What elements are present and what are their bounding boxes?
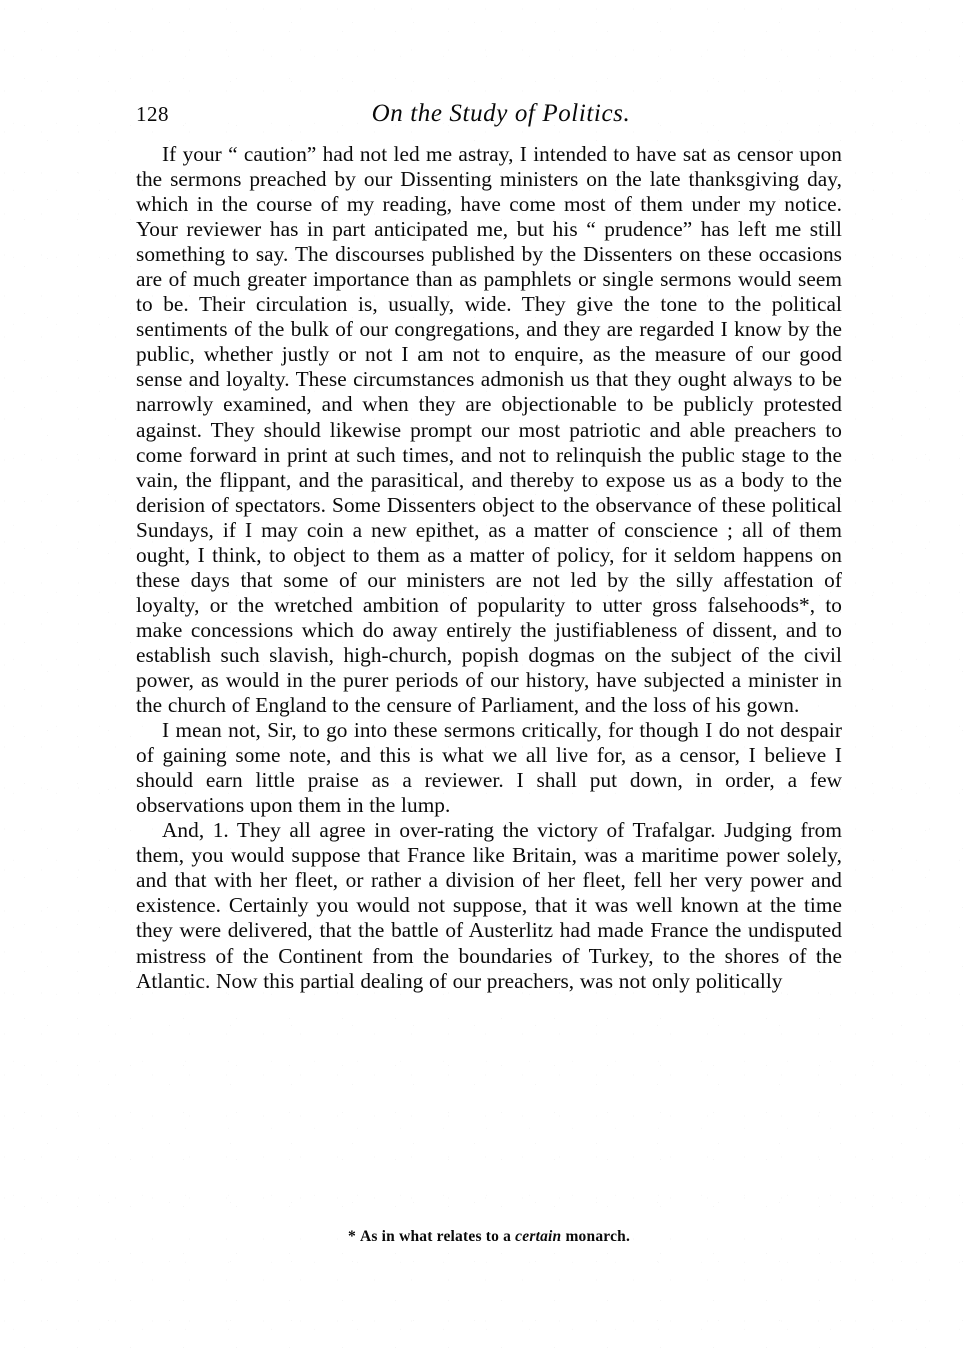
paragraph: And, 1. They all agree in over-rating the victory of Trafalgar. Judging from them, you would suppose that France like Britain, was a maritime power solely, and that with her fleet, or rather a division of her fleet, fell her very power and existence. Certainly you would not suppose, that it was well known at the time they were delivered, that the battle of Austerlitz had made France the undisputed mistress of the Continent from the boundaries of Turkey, to the shores of the Atlantic. Now this partial dealing of our preachers, was not only politically bbox=[136, 818, 842, 993]
paragraph: I mean not, Sir, to go into these sermons critically, for though I do not despair of gaining some note, and this is what we all live for, as a censor, I believe I should earn little praise as a reviewer. I shall put down, in order, a few observations upon them in the lump. bbox=[136, 718, 842, 818]
footnote bbox=[136, 1228, 842, 1246]
footnote-lead: As in what relates to a bbox=[359, 1228, 512, 1245]
running-head bbox=[136, 100, 846, 134]
paragraph: If your “ caution” had not led me astray, I intended to have sat as censor upon the sermons preached by our Dissenting ministers on the late thanksgiving day, which in the course of my reading, have come most of them under my notice. Your reviewer has in part anticipated me, but his “ prudence” has left me still something to say. The discourses published by the Dissenters on these occasions are of much greater importance than as pamphlets or single sermons would seem to be. Their circulation is, usually, wide. They give the tone to the political sentiments of the bulk of our congregations, and they are regarded I know by the public, whether justly or not I am not to enquire, as the measure of our good sense and loyalty. These circumstances admonish us that they ought always to be narrowly examined, and when they are objectionable to be publicly protested against. They should likewise prompt our most patriotic and able preachers to come forward in print at such times, and not to relinquish the public stage to the vain, the flippant, and the parasitical, and thereby to expose us as a body to the derision of spectators. Some Dissenters object to the observance of these political Sundays, if I may coin a new epithet, as a matter of conscience ; all of them ought, I think, to object to them as a matter of policy, for it seldom happens on these days that some of our ministers are not led by the silly affestation of loyalty, or the wretched ambition of popularity to utter gross falsehoods*, to make concessions which do away entirely the justifiableness of dissent, and to establish such slavish, high-church, popish dogmas on the subject of the civil power, as would in the purer periods of our history, have subjected a minister in the church of England to the censure of Parliament, and the loss of his gown. bbox=[136, 142, 842, 718]
running-head-title: On the Study of Politics. bbox=[371, 100, 631, 127]
footnote-text bbox=[348, 1228, 630, 1245]
footnote-tail: monarch. bbox=[565, 1228, 631, 1245]
footnote-emphasis: certain bbox=[515, 1228, 562, 1245]
body-text-block bbox=[136, 142, 842, 994]
page-number: 128 bbox=[136, 102, 169, 126]
footnote-marker: * bbox=[347, 1228, 356, 1245]
